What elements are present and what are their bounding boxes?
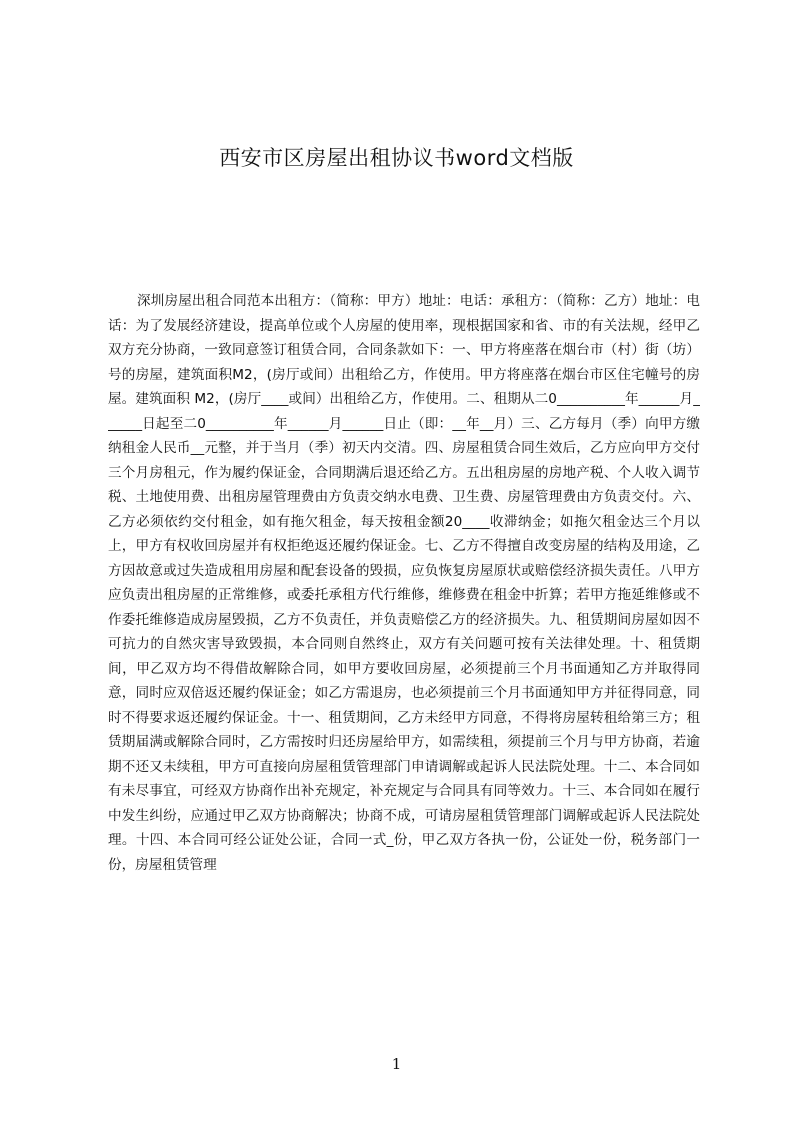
- page-number: 1: [391, 1055, 402, 1073]
- document-title: 西安市区房屋出租协议书word文档版: [219, 146, 574, 170]
- contract-body-text: 深圳房屋出租合同范本出租方：（简称：甲方）地址：电话：承租方：（简称：乙方）地址：电话：为了发展经济建设，提高单位或个人房屋的使用率，现根据国家和省、市的有关法规，经甲乙双方充分协商，一致同意签订租赁合同，合同条款如下：一、甲方将座落在烟台市（村）街（坊）号的房屋，建筑面积M2，(房厅或间）出租给乙方，作使用。甲方将座落在烟台市区住宅幢号的房屋。建筑面积 M2，(房厅____或间）出租给乙方，作使用。二、租期从二0__________年______月______日起至二0__________年______月______日止（即：__年__月）三、乙方每月（季）向甲方缴纳租金人民币__元整，并于当月（季）初天内交清。四、房屋租赁合同生效后，乙方应向甲方交付三个月房租元，作为履约保证金，合同期满后退还给乙方。五出租房屋的房地产税、个人收入调节税、土地使用费、出租房屋管理费由方负责交纳水电费、卫生费、房屋管理费由方负责交付。六、乙方必须依约交付租金，如有拖欠租金，每天按租金额20____收滞纳金；如拖欠租金达三个月以上，甲方有权收回房屋并有权拒绝返还履约保证金。七、乙方不得擅自改变房屋的结构及用途，乙方因故意或过失造成租用房屋和配套设备的毁损，应负恢复房屋原状或赔偿经济损失责任。八甲方应负责出租房屋的正常维修，或委托承租方代行维修，维修费在租金中折算；若甲方拖延维修或不作委托维修造成房屋毁损，乙方不负责任，并负责赔偿乙方的经济损失。九、租赁期间房屋如因不可抗力的自然灾害导致毁损，本合同则自然终止，双方有关问题可按有关法律处理。十、租赁期间，甲乙双方均不得借故解除合同，如甲方要收回房屋，必须提前三个月书面通知乙方并取得同意，同时应双倍返还履约保证金；如乙方需退房，也必须提前三个月书面通知甲方并征得同意，同时不得要求返还履约保证金。十一、租赁期间，乙方未经甲方同意，不得将房屋转租给第三方；租赁期届满或解除合同时，乙方需按时归还房屋给甲方，如需续租，须提前三个月与甲方协商，若逾期不还又未续租，甲方可直接向房屋租赁管理部门申请调解或起诉人民法院处理。十二、本合同如有未尽事宜，可经双方协商作出补充规定，补充规定与合同具有同等效力。十三、本合同如在履行中发生纠纷，应通过甲乙双方协商解决；协商不成，可请房屋租赁管理部门调解或起诉人民法院处理。十四、本合同可经公证处公证，合同一式_份，甲乙双方各执一份，公证处一份，税务部门一份，房屋租赁管理: [108, 293, 700, 873]
